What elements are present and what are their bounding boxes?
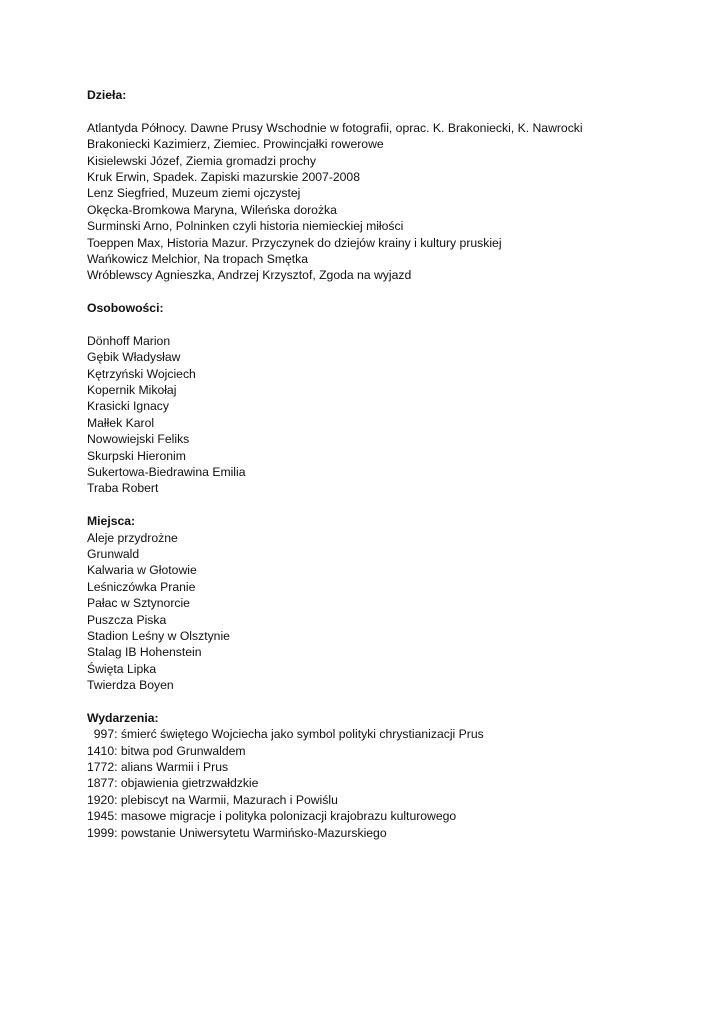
section-wydarzenia [87, 710, 697, 841]
list-item: Krasicki Ignacy [87, 399, 169, 414]
list-item: Dönhoff Marion [87, 333, 171, 348]
list-item: Kruk Erwin, Spadek. Zapiski mazurskie 2007-2008 [87, 169, 360, 184]
list-item: Atlantyda Północy. Dawne Prusy Wschodnie w fotografii, oprac. K. Brakoniecki, K. Nawrocki [87, 120, 583, 135]
list-item: Stalag IB Hohenstein [87, 645, 202, 660]
list-item: Traba Robert [87, 481, 159, 496]
list-item: Wróblewscy Agnieszka, Andrzej Krzysztof, Zgoda na wyjazd [87, 268, 412, 283]
section-heading: Miejsca: [87, 514, 136, 529]
list-item: Sukertowa-Biedrawina Emilia [87, 464, 246, 479]
list-item: 1410: bitwa pod Grunwaldem [87, 743, 246, 758]
list-item: Skurpski Hieronim [87, 448, 186, 463]
places-list [87, 530, 697, 694]
list-item: Pałac w Sztynorcie [87, 596, 190, 611]
list-item: 997: śmierć świętego Wojciecha jako symbol polityki chrystianizacji Prus [87, 727, 484, 742]
list-item: Surminski Arno, Polninken czyli historia niemieckiej miłości [87, 219, 404, 234]
list-item: Kalwaria w Głotowie [87, 563, 197, 578]
blank-line [87, 103, 697, 119]
list-item: Kopernik Mikołaj [87, 383, 177, 398]
list-item: Małłek Karol [87, 415, 155, 430]
list-item: Kętrzyński Wojciech [87, 366, 196, 381]
section-osobowosci [87, 300, 697, 513]
blank-line [87, 284, 697, 300]
list-item: Wańkowicz Melchior, Na tropach Smętka [87, 251, 309, 266]
list-item: Twierdza Boyen [87, 678, 174, 693]
list-item: Grunwald [87, 546, 140, 561]
events-list [87, 726, 697, 841]
list-item: Brakoniecki Kazimierz, Ziemiec. Prowincjałki rowerowe [87, 137, 384, 152]
list-item: Kisielewski Józef, Ziemia gromadzi prochy [87, 153, 316, 168]
list-item: Stadion Leśny w Olsztynie [87, 628, 230, 643]
list-item: 1999: powstanie Uniwersytetu Warmińsko-Mazurskiego [87, 825, 387, 840]
list-item: Święta Lipka [87, 661, 157, 676]
section-miejsca [87, 513, 697, 710]
section-heading: Dzieła: [87, 88, 127, 102]
blank-line [87, 316, 697, 332]
section-dziela [87, 87, 697, 300]
list-item: Okęcka-Bromkowa Maryna, Wileńska dorożka [87, 202, 337, 217]
list-item: Lenz Siegfried, Muzeum ziemi ojczystej [87, 186, 301, 201]
blank-line [87, 497, 697, 513]
section-heading: Wydarzenia: [87, 710, 159, 725]
list-item: Gębik Władysław [87, 350, 181, 365]
list-item: Nowowiejski Feliks [87, 432, 190, 447]
section-heading: Osobowości: [87, 301, 164, 316]
list-item: 1920: plebiscyt na Warmii, Mazurach i Powiślu [87, 792, 338, 807]
document-content [87, 87, 697, 841]
list-item: Leśniczówka Pranie [87, 579, 196, 594]
list-item: Aleje przydrożne [87, 530, 178, 545]
list-item: Puszcza Piska [87, 612, 167, 627]
blank-line [87, 693, 697, 709]
list-item: 1877: objawienia gietrzwałdzkie [87, 776, 259, 791]
list-item: 1772: alians Warmii i Prus [87, 760, 229, 775]
works-list [87, 120, 697, 284]
list-item: 1945: masowe migracje i polityka polonizacji krajobrazu kulturowego [87, 809, 457, 824]
list-item: Toeppen Max, Historia Mazur. Przyczynek do dziejów krainy i kultury pruskiej [87, 235, 502, 250]
people-list [87, 333, 697, 497]
